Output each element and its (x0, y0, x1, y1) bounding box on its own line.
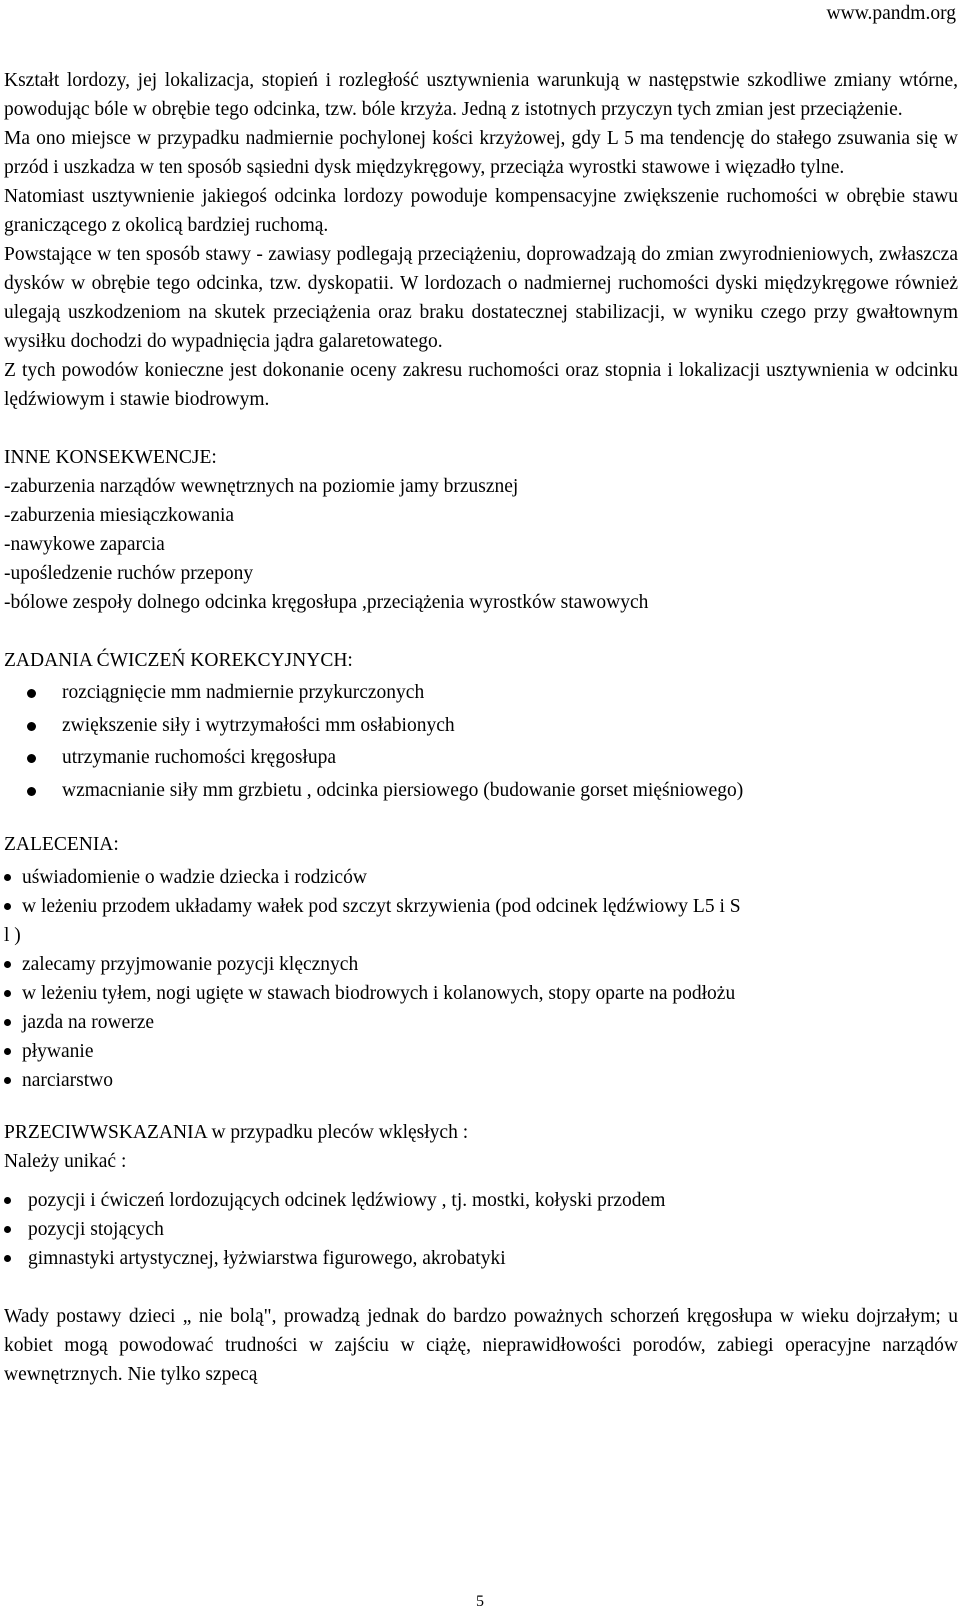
exercises-list (4, 677, 958, 807)
list-item (4, 1186, 958, 1215)
spacer (4, 807, 958, 830)
list-item (4, 892, 958, 950)
list-item-text: rozciągnięcie mm nadmiernie przykurczonych (62, 682, 425, 703)
recommendations-list (4, 863, 958, 1095)
list-item-text: zwiększenie siły i wytrzymałości mm osłabionych (62, 714, 455, 736)
list-item-text: w leżeniu przodem układamy wałek pod szczyt skrzywienia (pod odcinek lędźwiowy L5 i S (22, 896, 741, 917)
list-item (4, 710, 958, 743)
list-item (4, 742, 958, 775)
spacer (4, 1095, 958, 1118)
intro-paragraph-1: Kształt lordozy, jej lokalizacja, stopień i rozległość usztywnienia warunkują w następstwie szkodliwe zmiany wtórne, powodując bóle w obrębie tego odcinka, tzw. bóle krzyża. Jedną z istotnych przyczyn tych zmian jest przeciążenie. (4, 70, 958, 120)
consequences-heading: INNE KONSEKWENCJE: (4, 447, 217, 468)
exercises-heading: ZADANIA ĆWICZEŃ KOREKCYJNYCH: (4, 650, 353, 671)
list-item (4, 677, 958, 710)
bullet-icon (27, 787, 36, 796)
spacer (4, 1273, 958, 1302)
consequence-item: -zaburzenia miesiączkowania (4, 505, 235, 526)
list-item (4, 863, 958, 892)
list-item-text: uświadomienie o wadzie dziecka i rodziców (22, 867, 367, 888)
list-item (4, 1215, 958, 1244)
bullet-icon (27, 689, 36, 698)
list-item-continuation: l ) (4, 925, 21, 946)
bullet-icon (4, 961, 11, 968)
list-item (4, 950, 958, 979)
list-item-text: narciarstwo (22, 1070, 113, 1091)
list-item-text: pływanie (22, 1041, 94, 1062)
contraindications-list (4, 1186, 958, 1273)
list-item-text: zalecamy przyjmowanie pozycji klęcznych (22, 954, 359, 975)
list-item (4, 775, 958, 808)
intro-paragraph-3: Natomiast usztywnienie jakiegoś odcinka lordozy powoduje kompensacyjne zwiększenie ruchomości w obrębie stawu graniczącego z okolicą bardziej ruchomą. (4, 186, 958, 236)
list-item (4, 1008, 958, 1037)
bullet-icon (4, 990, 11, 997)
list-item (4, 1037, 958, 1066)
recommendations-heading: ZALECENIA: (4, 834, 119, 855)
list-item-text: pozycji stojących (28, 1219, 164, 1240)
bullet-icon (4, 1255, 11, 1262)
page-number: 5 (476, 1593, 484, 1610)
list-item (4, 1066, 958, 1095)
list-item-text: wzmacnianie siły mm grzbietu , odcinka piersiowego (budowanie gorset mięśniowego) (62, 779, 744, 801)
consequence-item: -bólowe zespoły dolnego odcinka kręgosłupa ,przeciążenia wyrostków stawowych (4, 592, 649, 613)
consequence-item: -nawykowe zaparcia (4, 534, 165, 555)
document-body (4, 66, 958, 1389)
intro-paragraph-2: Ma ono miejsce w przypadku nadmiernie pochylonej kości krzyżowej, gdy L 5 ma tendencję do stałego zsuwania się w przód i uszkadza w ten sposób sąsiedni dysk międzykręgowy, przeciąża wyrostki stawowe i więzadło tylne. (4, 128, 958, 178)
bullet-icon (4, 1226, 11, 1233)
bullet-icon (4, 903, 11, 910)
intro-paragraph-4: Powstające w ten sposób stawy - zawiasy podlegają przeciążeniu, doprowadzają do zmian zwyrodnieniowych, zwłaszcza dysków w obrębie tego odcinka, tzw. dyskopatii. W lordozach o nadmiernej ruchomości dyski międzykręgowe również ulegają uszkodzeniom na skutek przeciążenia oraz braku dostatecznej stabilizacji, w wyniku czego przy gwałtownym wysiłku dochodzi do wypadnięcia jądra galaretowatego. (4, 244, 958, 352)
list-item-text: gimnastyki artystycznej, łyżwiarstwa figurowego, akrobatyki (28, 1248, 506, 1269)
list-item-text: utrzymanie ruchomości kręgosłupa (62, 747, 336, 768)
spacer (4, 617, 958, 646)
list-item (4, 1244, 958, 1273)
list-item-text: w leżeniu tyłem, nogi ugięte w stawach biodrowych i kolanowych, stopy oparte na podłożu (22, 983, 736, 1004)
closing-paragraph: Wady postawy dzieci „ nie bolą", prowadzą jednak do bardzo poważnych schorzeń kręgosłupa w wieku dojrzałym; u kobiet mogą powodować trudności w zajściu w ciążę, nieprawidłowości porodów, zabiegi operacyjne narządów wewnętrznych. Nie tylko szpecą (4, 1306, 958, 1385)
intro-paragraph-5: Z tych powodów konieczne jest dokonanie oceny zakresu ruchomości oraz stopnia i lokalizacji usztywnienia w odcinku lędźwiowym i stawie biodrowym. (4, 360, 958, 410)
bullet-icon (27, 754, 36, 763)
site-url[interactable]: www.pandm.org (826, 3, 956, 24)
bullet-icon (27, 722, 36, 731)
bullet-icon (4, 1048, 11, 1055)
consequence-item: -upośledzenie ruchów przepony (4, 563, 254, 584)
list-item-text: jazda na rowerze (22, 1012, 155, 1033)
bullet-icon (4, 874, 11, 881)
contraindications-heading: PRZECIWWSKAZANIA w przypadku pleców wklęsłych : (4, 1122, 469, 1143)
spacer (4, 414, 958, 443)
list-item-text: pozycji i ćwiczeń lordozujących odcinek lędźwiowy , tj. mostki, kołyski przodem (28, 1190, 666, 1211)
bullet-icon (4, 1077, 11, 1084)
contraindications-subheading: Należy unikać : (4, 1151, 127, 1172)
list-item (4, 979, 958, 1008)
consequence-item: -zaburzenia narządów wewnętrznych na poziomie jamy brzusznej (4, 476, 519, 497)
bullet-icon (4, 1197, 11, 1204)
bullet-icon (4, 1019, 11, 1026)
